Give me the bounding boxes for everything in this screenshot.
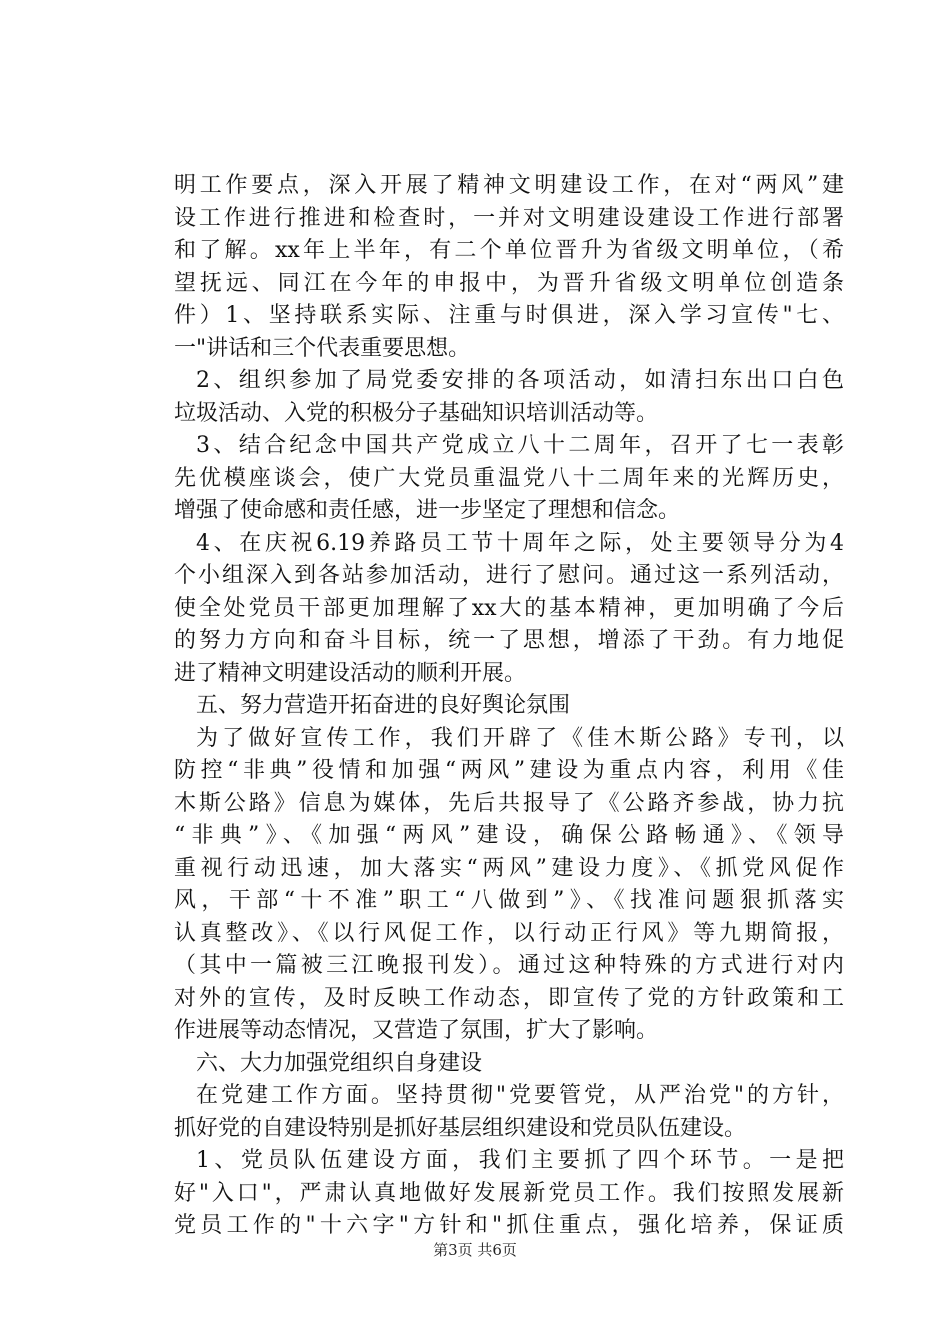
text-line: 重视行动迅速，加大落实“两风”建设力度》、《抓党风促作 <box>174 855 844 881</box>
paragraph <box>174 723 844 1048</box>
text-line: （其中一篇被三江晚报刊发）。通过这种特殊的方式进行对内 <box>174 953 844 978</box>
text-line: 先优模座谈会，使广大党员重温党八十二周年来的光辉历史， <box>174 465 844 491</box>
page-footer: 第3页 共6页 <box>433 1241 517 1259</box>
paragraph <box>174 528 844 691</box>
text-line: 件）1、坚持联系实际、注重与时俱进，深入学习宣传"七、 <box>174 303 844 328</box>
text-line: 望抚远、同江在今年的申报中，为晋升省级文明单位创造条 <box>174 270 844 296</box>
text-line: 使全处党员干部更加理解了xx大的基本精神，更加明确了今后 <box>174 595 844 621</box>
text-line: 增强了使命感和责任感，进一步坚定了理想和信念。 <box>174 498 681 523</box>
text-line: 防控“非典”役情和加强“两风”建设为重点内容，利用《佳 <box>174 758 844 783</box>
document-body <box>174 170 844 1243</box>
paragraph <box>174 1048 844 1081</box>
text-line: 作进展等动态情况，又营造了氛围，扩大了影响。 <box>174 1018 659 1043</box>
text-line: 4、在庆祝6.19养路员工节十周年之际，处主要领导分为4 <box>196 530 844 556</box>
paragraph <box>174 690 844 723</box>
text-line: 认真整改》、《以行风促工作，以行动正行风》等九期简报， <box>174 920 844 946</box>
text-line: 1、党员队伍建设方面，我们主要抓了四个环节。一是把 <box>196 1148 844 1173</box>
text-line: 设工作进行推进和检查时，一并对文明建设建设工作进行部署 <box>174 205 844 231</box>
text-line: 对外的宣传，及时反映工作动态，即宣传了党的方针政策和工 <box>174 985 844 1011</box>
text-line: 进了精神文明建设活动的顺利开展。 <box>174 660 527 686</box>
text-line: 3、结合纪念中国共产党成立八十二周年，召开了七一表彰 <box>196 433 844 458</box>
paragraph <box>174 170 844 365</box>
text-line: 垃圾活动、入党的积极分子基础知识培训活动等。 <box>174 400 659 426</box>
text-line: 的努力方向和奋斗目标，统一了思想，增添了干劲。有力地促 <box>174 628 844 653</box>
paragraph <box>174 430 844 528</box>
text-line: 好"入口"，严肃认真地做好发展新党员工作。我们按照发展新 <box>174 1180 844 1206</box>
text-line: “非典”》、《加强“两风”建设，确保公路畅通》、《领导 <box>174 823 844 848</box>
text-line: 风，干部“十不准”职工“八做到”》、《找准问题狠抓落实 <box>174 888 844 913</box>
paragraph <box>174 1080 844 1145</box>
text-line: 六、大力加强党组织自身建设 <box>196 1050 483 1076</box>
text-line: 木斯公路》信息为媒体，先后共报导了《公路齐参战，协力抗 <box>174 790 844 816</box>
paragraph <box>174 1145 844 1243</box>
text-line: 一"讲话和三个代表重要思想。 <box>174 335 471 361</box>
text-line: 明工作要点，深入开展了精神文明建设工作，在对“两风”建 <box>174 173 844 198</box>
paragraph <box>174 365 844 430</box>
text-line: 2、组织参加了局党委安排的各项活动，如清扫东出口白色 <box>196 368 844 393</box>
text-line: 五、努力营造开拓奋进的良好舆论氛围 <box>196 693 571 718</box>
text-line: 个小组深入到各站参加活动，进行了慰问。通过这一系列活动， <box>174 563 844 588</box>
text-line: 为了做好宣传工作，我们开辟了《佳木斯公路》专刊，以 <box>196 725 844 751</box>
text-line: 党员工作的"十六字"方针和"抓住重点，强化培养，保证质 <box>174 1213 844 1238</box>
text-line: 在党建工作方面。坚持贯彻"党要管党，从严治党"的方针， <box>196 1083 844 1108</box>
text-line: 和了解。xx年上半年，有二个单位晋升为省级文明单位，（希 <box>174 238 844 263</box>
text-line: 抓好党的自建设特别是抓好基层组织建设和党员队伍建设。 <box>174 1115 747 1141</box>
